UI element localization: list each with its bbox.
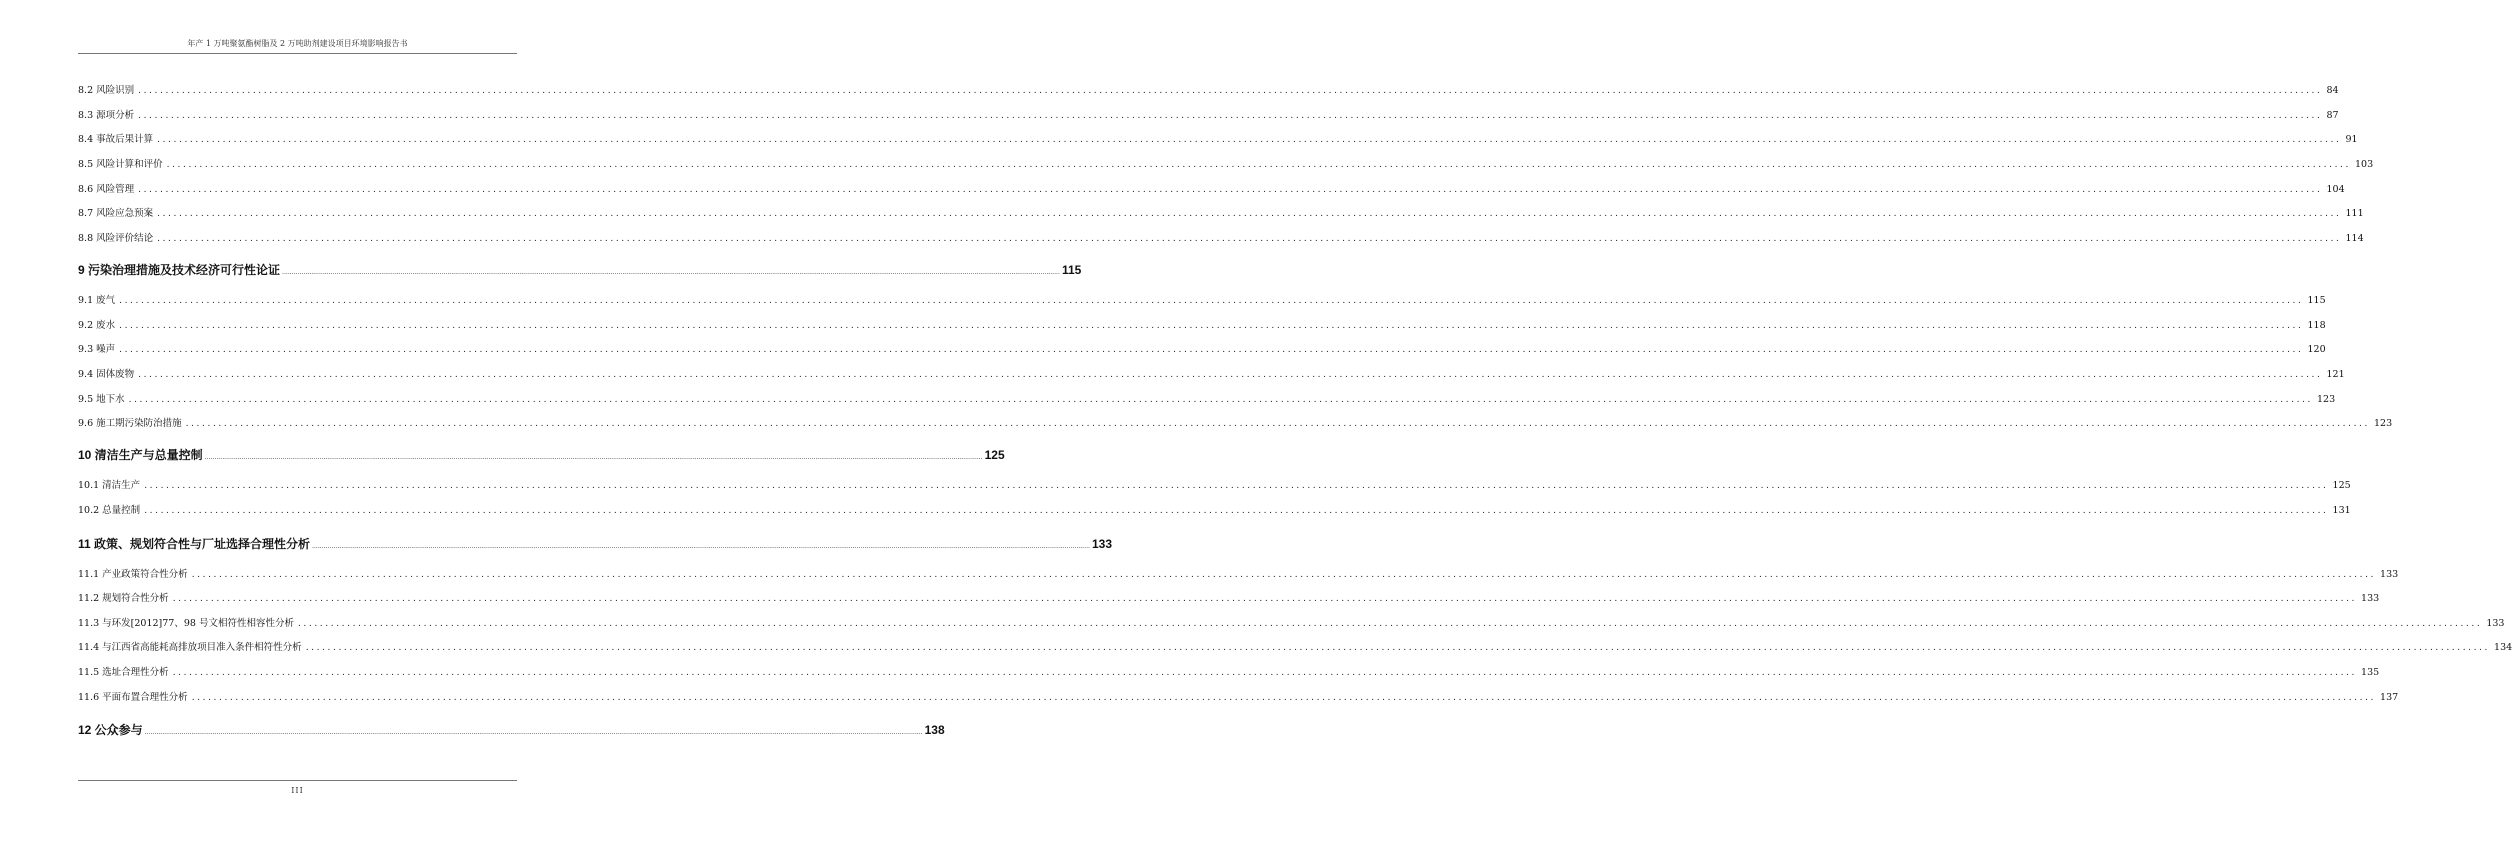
- toc-leader-dots: ................................................................................................................................................................................................................................................................................................................................................................................................................: [119, 345, 2304, 355]
- toc-entry-label: 9.6 施工期污染防治措施: [78, 418, 182, 429]
- toc-entry-page: 133: [2380, 569, 2399, 580]
- toc-entry-page: 123: [2316, 394, 2336, 405]
- toc-entry-page: 103: [2354, 159, 2374, 170]
- toc-entry-label: 9.5 地下水: [78, 394, 125, 405]
- toc-section-entry[interactable]: [78, 107, 2339, 121]
- running-header: 年产 1 万吨聚氨酯树脂及 2 万吨助剂建设项目环境影响报告书: [187, 39, 408, 48]
- toc-entry-page: 84: [2326, 85, 2339, 96]
- toc-entry-label: 9.3 噪声: [78, 344, 116, 355]
- toc-entry-page: 111: [2345, 208, 2364, 219]
- toc-entry-page: 135: [2361, 667, 2380, 678]
- toc-leader-dots: ................................................................................................................................................................................................................................................................................................................................................................................................................: [144, 481, 2329, 491]
- toc-entry-label: 10.2 总量控制: [78, 505, 141, 516]
- toc-entry-label: 8.6 风险管理: [78, 184, 135, 195]
- toc-entry-label: 9.1 废气: [78, 295, 116, 306]
- toc-entry-label: 11.2 规划符合性分析: [78, 593, 169, 604]
- toc-entry-page: 114: [2345, 233, 2364, 244]
- toc-section-entry[interactable]: [78, 341, 2326, 355]
- toc-section-entry[interactable]: [78, 615, 2505, 629]
- toc-section-entry[interactable]: [78, 477, 2351, 491]
- toc-leader-dots: ................................................................................................................................................................................................................................................................................................................................................................................................................: [166, 160, 2351, 170]
- toc-leader-dots: ................................................................................................................................................................................................................................................................................................................................................................................................................: [144, 506, 2329, 516]
- toc-entry-label: 8.3 源项分析: [78, 110, 135, 121]
- toc-entry-label: 11.6 平面布置合理性分析: [78, 692, 188, 703]
- toc-chapter-entry[interactable]: [78, 721, 945, 738]
- toc-entry-page: 125: [984, 448, 1005, 462]
- toc-entry-label: 11 政策、规划符合性与厂址选择合理性分析: [78, 537, 311, 551]
- toc-entry-label: 11.4 与江西省高能耗高排放项目准入条件相符性分析: [78, 642, 302, 653]
- toc-section-entry[interactable]: [78, 205, 2364, 219]
- toc-leader-dots: ................................................................................................................................................................................................................................................................................................................................................................................................................: [138, 370, 2323, 380]
- toc-leader-dots: ................................................................................................................................................................................................................................................................................................................................................................................................................: [185, 419, 2370, 429]
- toc-entry-label: 11.3 与环发[2012]77、98 号文相符性相容性分析: [78, 618, 294, 629]
- toc-chapter-entry[interactable]: [78, 446, 1005, 463]
- toc-entry-label: 8.5 风险计算和评价: [78, 159, 163, 170]
- toc-entry-label: 10 清洁生产与总量控制: [78, 448, 203, 462]
- toc-leader-dots: ................................................................................................................................................................................................................................................................................................................................................................................................................: [138, 111, 2323, 121]
- toc-section-entry[interactable]: [78, 415, 2393, 429]
- toc-section-entry[interactable]: [78, 317, 2326, 331]
- toc-leader-dots: ................................................................................................................................................................................................................................................................................................................................................................................................................: [119, 321, 2304, 331]
- toc-entry-page: 87: [2326, 110, 2339, 121]
- page-number: III: [291, 786, 304, 795]
- footer-divider: [78, 780, 517, 781]
- toc-section-entry[interactable]: [78, 230, 2364, 244]
- toc-leader-dots: ................................................................................................................................................................................................................................................................................................................................................................................................................: [204, 454, 983, 461]
- toc-entry-page: 125: [2332, 480, 2351, 491]
- toc-leader-dots: ................................................................................................................................................................................................................................................................................................................................................................................................................: [172, 668, 2358, 678]
- toc-section-entry[interactable]: [78, 292, 2326, 306]
- toc-chapter-entry[interactable]: [78, 535, 1112, 552]
- toc-leader-dots: ................................................................................................................................................................................................................................................................................................................................................................................................................: [191, 693, 2377, 703]
- toc-entry-page: 121: [2326, 369, 2345, 380]
- toc-section-entry[interactable]: [78, 391, 2336, 405]
- toc-section-entry[interactable]: [78, 590, 2380, 604]
- toc-section-entry[interactable]: [78, 639, 2512, 653]
- toc-section-entry[interactable]: [78, 366, 2345, 380]
- toc-entry-page: 133: [2361, 593, 2380, 604]
- toc-leader-dots: ................................................................................................................................................................................................................................................................................................................................................................................................................: [138, 185, 2323, 195]
- toc-entry-page: 91: [2345, 134, 2358, 145]
- toc-entry-label: 11.1 产业政策符合性分析: [78, 569, 188, 580]
- toc-entry-page: 137: [2380, 692, 2399, 703]
- toc-section-entry[interactable]: [78, 664, 2380, 678]
- toc-entry-page: 134: [2494, 642, 2512, 653]
- toc-entry-label: 8.4 事故后果计算: [78, 134, 154, 145]
- toc-leader-dots: ................................................................................................................................................................................................................................................................................................................................................................................................................: [297, 619, 2483, 629]
- toc-leader-dots: ................................................................................................................................................................................................................................................................................................................................................................................................................: [119, 296, 2304, 306]
- toc-section-entry[interactable]: [78, 502, 2351, 516]
- toc-entry-label: 12 公众参与: [78, 723, 143, 737]
- toc-entry-page: 104: [2326, 184, 2345, 195]
- toc-entry-page: 133: [1091, 537, 1112, 551]
- toc-entry-page: 123: [2373, 418, 2393, 429]
- toc-section-entry[interactable]: [78, 156, 2374, 170]
- toc-entry-page: 120: [2307, 344, 2326, 355]
- toc-leader-dots: ................................................................................................................................................................................................................................................................................................................................................................................................................: [157, 209, 2342, 219]
- toc-entry-label: 9.2 废水: [78, 320, 116, 331]
- toc-leader-dots: ................................................................................................................................................................................................................................................................................................................................................................................................................: [157, 135, 2342, 145]
- toc-leader-dots: ................................................................................................................................................................................................................................................................................................................................................................................................................: [305, 643, 2491, 653]
- toc-leader-dots: ................................................................................................................................................................................................................................................................................................................................................................................................................: [191, 570, 2377, 580]
- toc-section-entry[interactable]: [78, 131, 2358, 145]
- toc-section-entry[interactable]: [78, 82, 2339, 96]
- toc-entry-label: 8.7 风险应急预案: [78, 208, 154, 219]
- toc-entry-label: 8.8 风险评价结论: [78, 233, 154, 244]
- toc-entry-label: 9.4 固体废物: [78, 369, 135, 380]
- toc-entry-label: 9 污染治理措施及技术经济可行性论证: [78, 263, 281, 277]
- toc-leader-dots: ................................................................................................................................................................................................................................................................................................................................................................................................................: [128, 395, 2313, 405]
- toc-entry-label: 11.5 选址合理性分析: [78, 667, 169, 678]
- toc-leader-dots: ................................................................................................................................................................................................................................................................................................................................................................................................................: [172, 594, 2358, 604]
- toc-entry-page: 115: [2307, 295, 2326, 306]
- toc-leader-dots: ................................................................................................................................................................................................................................................................................................................................................................................................................: [157, 234, 2342, 244]
- toc-chapter-entry[interactable]: [78, 261, 1082, 278]
- toc-entry-page: 131: [2332, 505, 2351, 516]
- toc-entry-page: 133: [2486, 618, 2505, 629]
- toc-leader-dots: ................................................................................................................................................................................................................................................................................................................................................................................................................: [312, 543, 1090, 550]
- toc-leader-dots: ................................................................................................................................................................................................................................................................................................................................................................................................................: [282, 269, 1060, 276]
- toc-entry-label: 8.2 风险识别: [78, 85, 135, 96]
- toc-entry-page: 115: [1061, 263, 1082, 277]
- toc-entry-label: 10.1 清洁生产: [78, 480, 141, 491]
- toc-section-entry[interactable]: [78, 689, 2399, 703]
- header-divider: [78, 53, 517, 54]
- toc-leader-dots: ................................................................................................................................................................................................................................................................................................................................................................................................................: [138, 86, 2323, 96]
- toc-leader-dots: ................................................................................................................................................................................................................................................................................................................................................................................................................: [144, 729, 923, 736]
- toc-section-entry[interactable]: [78, 181, 2345, 195]
- toc-section-entry[interactable]: [78, 566, 2399, 580]
- toc-entry-page: 118: [2307, 320, 2326, 331]
- toc-entry-page: 138: [924, 723, 945, 737]
